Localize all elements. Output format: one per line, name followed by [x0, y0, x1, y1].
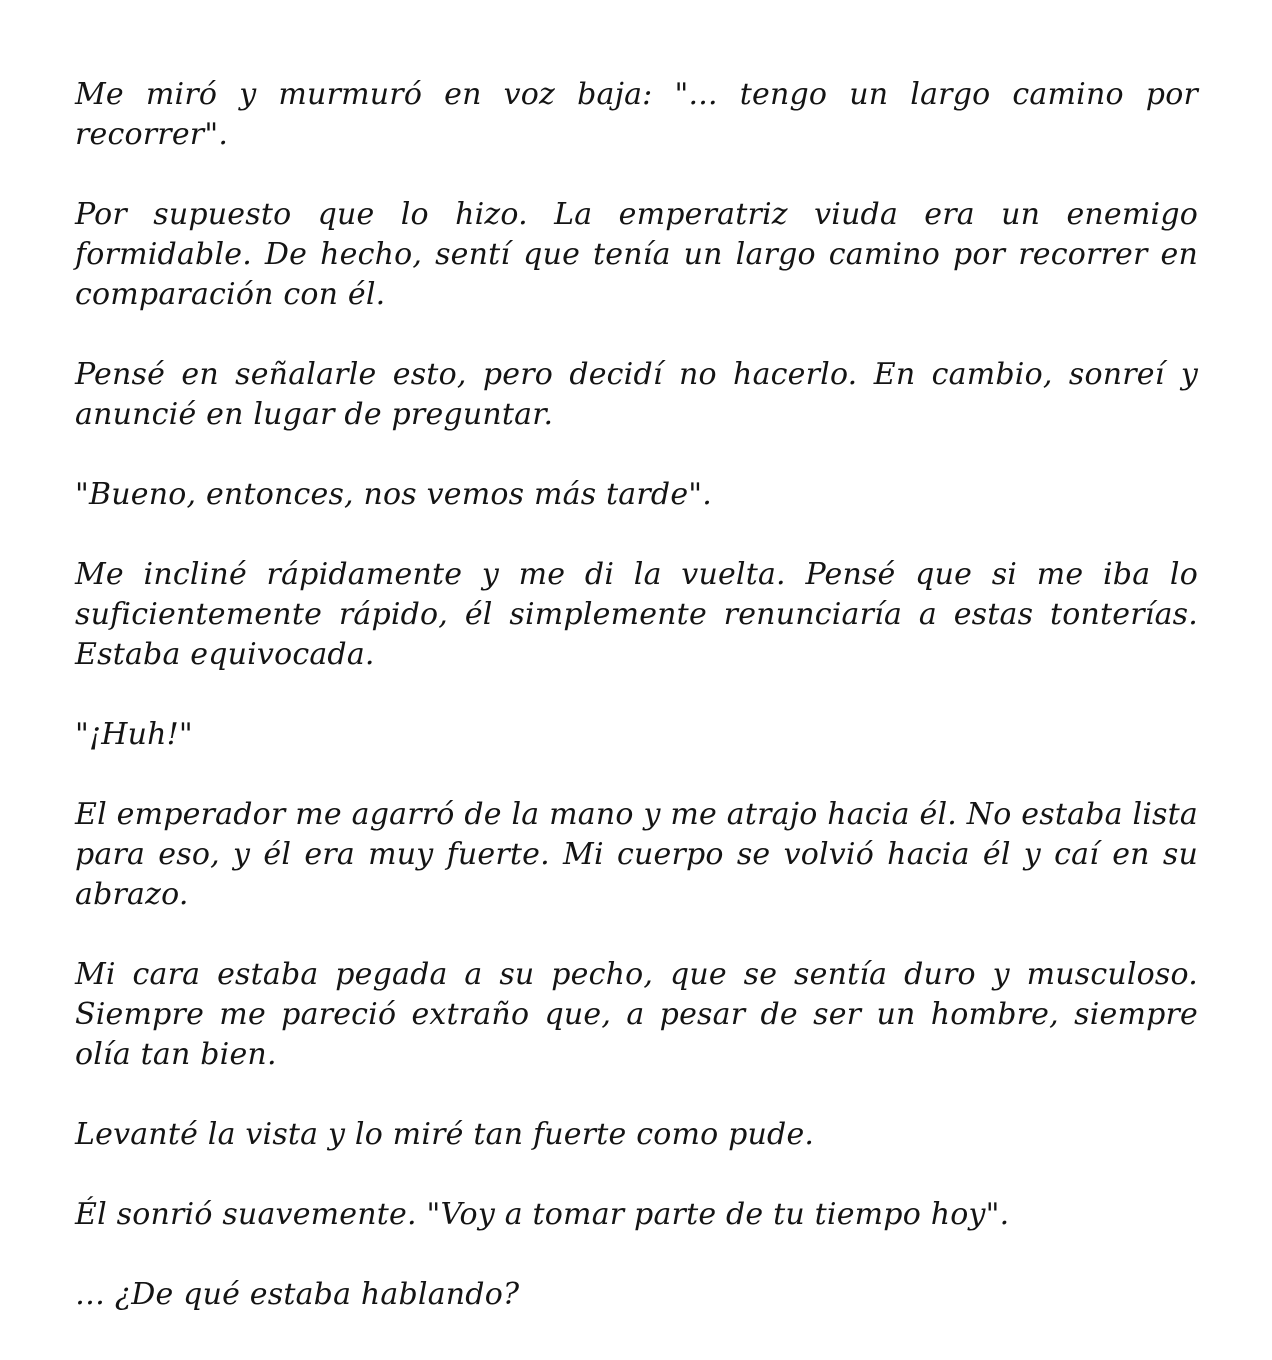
paragraph-3: Pensé en señalarle esto, pero decidí no hacerlo. En cambio, sonreí y anuncié en lugar de preguntar.: [75, 357, 1198, 432]
paragraph-8: Mi cara estaba pegada a su pecho, que se sentía duro y musculoso. Siempre me pareció extraño que, a pesar de ser un hombre, siempre olía tan bien.: [75, 957, 1198, 1072]
paragraph-7: El emperador me agarró de la mano y me atrajo hacia él. No estaba lista para eso, y él era muy fuerte. Mi cuerpo se volvió hacia él y caí en su abrazo.: [75, 797, 1198, 912]
paragraph-5: Me incliné rápidamente y me di la vuelta. Pensé que si me iba lo suficientemente rápido, él simplemente renunciaría a estas tonterías. Estaba equivocada.: [75, 557, 1198, 672]
paragraph-6: "¡Huh!": [75, 717, 193, 752]
paragraph-11: … ¿De qué estaba hablando?: [75, 1277, 520, 1312]
paragraph-4: "Bueno, entonces, nos vemos más tarde".: [75, 477, 713, 512]
paragraph-2: Por supuesto que lo hizo. La emperatriz viuda era un enemigo formidable. De hecho, sentí que tenía un largo camino por recorrer en comparación con él.: [75, 197, 1198, 312]
paragraph-10: Él sonrió suavemente. "Voy a tomar parte de tu tiempo hoy".: [75, 1197, 1010, 1232]
paragraph-1: Me miró y murmuró en voz baja: "... tengo un largo camino por recorrer".: [75, 77, 1198, 152]
paragraph-9: Levanté la vista y lo miré tan fuerte como pude.: [75, 1117, 815, 1152]
